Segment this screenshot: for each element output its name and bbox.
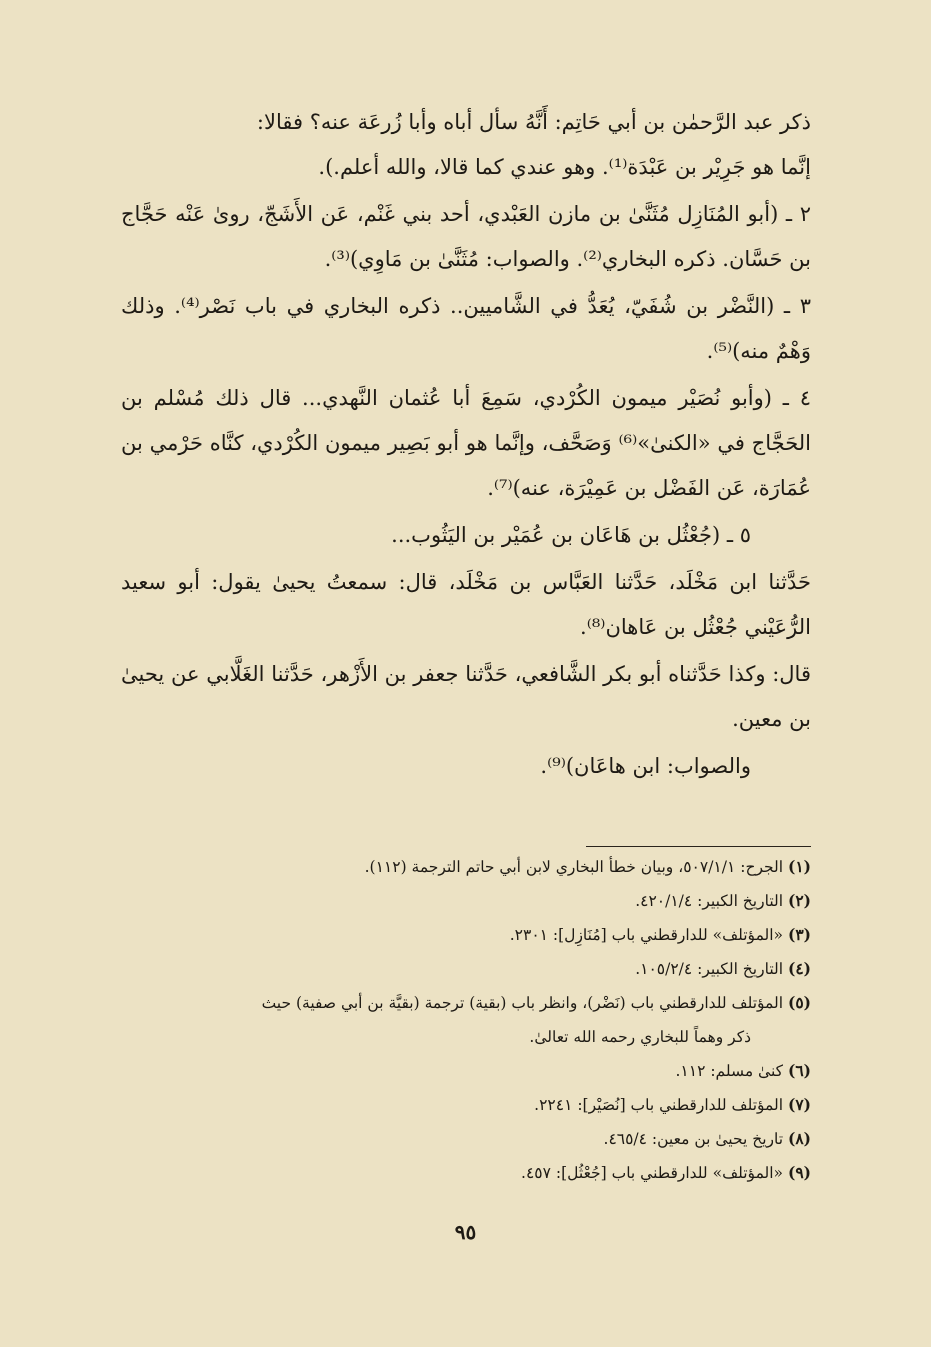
main-text-body <box>121 100 811 789</box>
footnote-2: (٢) التاريخ الكبير: ٤٢٠/١/٤. <box>635 891 811 910</box>
footnote-9: (٩) «المؤتلف» للدارقطني باب [جُعْثُل]: ٤٥٧. <box>521 1163 811 1182</box>
footnotes-section <box>121 850 811 1190</box>
narration-paragraph: حَدَّثنا ابن مَخْلَد، حَدَّثنا العَبَّاس بن مَخْلَد، قال: سمعتُ يحيىٰ يقول: أبو سعيد الرُّعَيْني جُعْثُل بن عَاهان⁽⁸⁾. <box>121 570 811 639</box>
paragraph-1-line-2: إنَّما هو جَرِيْر بن عَبْدَة⁽¹⁾. وهو عندي كما قالا، والله أعلم.). <box>318 155 811 179</box>
entry-2-paragraph: ٢ ـ (أبو المُنَازِل مُثَنَّىٰ بن مازن العَبْدي، أحد بني غَنْم، عَن الأَشَجّ، روىٰ عَنْه حَجَّاج بن حَسَّان. ذكره البخاري⁽²⁾. والصواب: مُثَنَّىٰ بن مَاوِي)⁽³⁾. <box>121 202 811 271</box>
footnote-3: (٣) «المؤتلف» للدارقطني باب [مُنَازِل]: ٢٣٠١. <box>509 925 811 944</box>
entry-5-heading: ٥ ـ (جُعْثُل بن هَاعَان بن عُمَيْر بن اليَثُوب... <box>391 523 751 547</box>
footnote-4: (٤) التاريخ الكبير: ١٠٥/٢/٤. <box>635 959 811 978</box>
paragraph-1-line-1: ذكر عبد الرَّحمٰن بن أبي حَاتِم: أَنَّهُ سأل أباه وأبا زُرعَة عنه؟ فقالا: <box>256 110 811 134</box>
footnote-separator <box>586 846 811 847</box>
footnote-6: (٦) كنىٰ مسلم: ١١٢. <box>675 1061 811 1080</box>
narration-paragraph-2: قال: وكذا حَدَّثناه أبو بكر الشَّافعي، حَدَّثنا جعفر بن الأَزْهر، حَدَّثنا الغَلَّابي عن يحيىٰ بن معين. <box>121 662 811 731</box>
footnote-1: (١) الجرح: ٥٠٧/١/١، وبيان خطأ البخاري لابن أبي حاتم الترجمة (١١٢). <box>364 857 811 876</box>
correction-line: والصواب: ابن هاعَان)⁽⁹⁾. <box>540 754 751 778</box>
footnote-7: (٧) المؤتلف للدارقطني باب [نُصَيْر]: ٢٢٤١. <box>534 1095 811 1114</box>
footnote-5: (٥) المؤتلف للدارقطني باب (نَضْر)، وانظر باب (بقية) ترجمة (بقيَّة بن أبي صفية) حيث <box>261 993 811 1012</box>
entry-3-paragraph: ٣ ـ (النَّضْر بن شُفَيّ، يُعَدُّ في الشَّاميين.. ذكره البخاري في باب نَصْر⁽⁴⁾. وذلك وَهْمٌ منه)⁽⁵⁾. <box>121 294 811 363</box>
page-number: ٩٥ <box>454 1220 477 1244</box>
footnote-8: (٨) تاريخ يحيىٰ بن معين: ٤٦٥/٤. <box>603 1129 811 1148</box>
footnote-5-continuation: ذكر وهماً للبخاري رحمه الله تعالىٰ. <box>529 1028 751 1046</box>
entry-4-paragraph: ٤ ـ (وأبو نُصَيْر ميمون الكُرْدي، سَمِعَ أبا عُثمان النَّهدي... قال ذلك مُسْلم بن الحَجَّاج في «الكنىٰ»⁽⁶⁾ وَصَحَّف، وإنَّما هو أبو بَصِير ميمون الكُرْدي، كنَّاه حَرْمي بن عُمَارَة، عَن الفَضْل بن عَمِيْرَة، عنه)⁽⁷⁾. <box>121 386 811 500</box>
